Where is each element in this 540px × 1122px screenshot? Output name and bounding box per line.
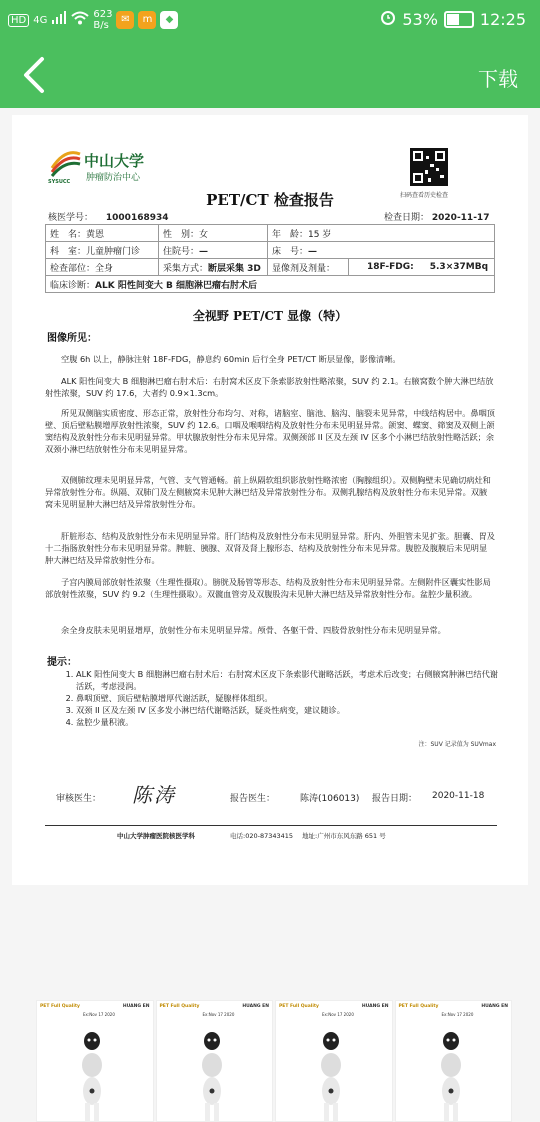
thumb-patient: HUANG EN xyxy=(122,1004,150,1009)
mode-value: 断层采集 3D xyxy=(208,263,261,274)
qr-code[interactable] xyxy=(410,148,448,186)
report-date-value: 2020-11-18 xyxy=(432,791,485,801)
qr-caption: 扫码查看历史检查 xyxy=(400,192,449,199)
finding-paragraph-6: 子宫内膜局部放射性浓聚（生理性摄取）。膀胱及肠管等形态、结构及放射性分布未见明显异常。左侧附件区囊实性影局部放射性浓聚，SUV 约 9.2（生理性摄取）。双髋血管旁及双腹股沟未见肿大淋巴结及异常放射性分布。盆腔少量积液。 xyxy=(45,577,491,599)
dept-value: 儿童肿瘤门诊 xyxy=(86,246,141,257)
pet-body-image xyxy=(77,1031,107,1121)
note-item-3: 3. 双颈 II 区及左颈 IV 区多发小淋巴结代谢略活跃，疑炎性病变，建议随诊。 xyxy=(76,704,506,716)
bed-no-value: — xyxy=(199,246,209,257)
logo-name: 中山大学 xyxy=(84,152,145,170)
note-item-1: 1. ALK 阳性间变大 B 细胞淋巴瘤右肘术后：右肘窝术区皮下条索影代谢略活跃，考虑术后改变；右侧腋窝肿淋巴结代谢活跃，考虑浸润。 xyxy=(76,668,506,692)
name-value: 黄恩 xyxy=(86,229,105,240)
dose-value: 5.3×37MBq xyxy=(429,262,489,272)
thumb-date: Ex:Nov 17 2020 xyxy=(83,1012,115,1017)
reporter-label: 报告医生： xyxy=(230,794,276,804)
dose-label: 显像剂及剂量： xyxy=(272,263,336,274)
report-document xyxy=(12,115,528,885)
thumb-quality: PET Full Quality xyxy=(40,1004,80,1009)
scan-thumbnail[interactable] xyxy=(156,1000,274,1122)
battery-icon xyxy=(444,11,474,28)
logo-sub: 肿瘤防治中心 xyxy=(86,173,141,183)
battery-percent: 53% xyxy=(402,9,438,29)
speed-unit: B/s xyxy=(93,20,109,31)
finding-paragraph-7: 余全身皮肤未见明显增厚，放射性分布未见明显异常。颅骨、各躯干骨、四肢骨放射性分布未见明显异常。 xyxy=(61,625,446,635)
sysucc-logo-icon xyxy=(48,146,82,178)
footer-address: 地址:广州市东风东路 651 号 xyxy=(302,832,386,840)
hospital-logo xyxy=(48,146,145,185)
chevron-left-icon xyxy=(18,56,52,94)
bed-label: 床 号： xyxy=(272,246,309,257)
section-title: 全视野 PET/CT 显像（特） xyxy=(192,309,348,323)
suv-remark: 注：SUV 记录值为 SUVmax xyxy=(418,741,496,748)
thumb-patient: HUANG EN xyxy=(481,1004,508,1009)
exam-date-value: 2020-11-17 xyxy=(431,213,490,223)
age-value: 15 岁 xyxy=(308,229,332,240)
speed-value: 623 xyxy=(93,9,113,20)
hd-icon: HD xyxy=(8,14,29,27)
alarm-icon xyxy=(380,9,396,29)
patient-info-table xyxy=(45,224,495,293)
thumb-quality: PET Full Quality xyxy=(398,1004,439,1009)
mail-notification-icon: ✉ xyxy=(116,11,134,29)
dose-agent: 18F-FDG: xyxy=(367,262,414,272)
part-label: 检查部位： xyxy=(50,263,96,274)
exam-id-value: 1000168934 xyxy=(105,213,169,223)
finding-paragraph-5: 肝脏形态、结构及放射性分布未见明显异常。肝门结构及放射性分布未见明显异常。肝内、外胆管未见扩张。胆囊、胃及十二指肠放射性分布未见明显异常。脾脏、胰腺、双肾及肾上腺形态、结构及放射性分布未见异常。腹腔及腹膜后未见明显肿大淋巴结及异常放射性分布。 xyxy=(45,531,495,565)
finding-paragraph-4: 双侧肺纹理未见明显异常，气管、支气管通畅。前上纵隔软组织影放射性略浓密（胸腺组织）。双侧胸壁未见确切病灶和异常放射性分布。纵隔、双肺门及左侧腋窝未见肿大淋巴结及异常放射性分布。双侧乳腺结构及放射性分布未见异常。双腋窝未见明显肿大淋巴结及异常放射性分布。 xyxy=(45,475,491,509)
thumb-patient: HUANG EN xyxy=(242,1004,269,1009)
name-label: 姓 名： xyxy=(50,229,87,240)
pet-body-image xyxy=(316,1031,346,1121)
thumb-date: Ex:Nov 17 2020 xyxy=(322,1012,354,1017)
scan-thumbnail[interactable] xyxy=(275,1000,393,1122)
app-notification-icon: m xyxy=(138,11,156,29)
logo-en: SYSUCC xyxy=(48,179,71,185)
wifi-icon xyxy=(71,11,89,29)
bed-value: — xyxy=(308,246,318,257)
signal-icon xyxy=(51,11,67,29)
footer-department: 中山大学肿瘤医院核医学科 xyxy=(117,832,195,840)
exam-date xyxy=(384,210,489,223)
footer-phone: 电话:020-87343415 xyxy=(230,832,294,840)
pet-body-image xyxy=(197,1031,227,1121)
diagnosis-label: 临床诊断： xyxy=(50,280,96,291)
scan-thumbnails xyxy=(36,1000,512,1122)
reviewer-signature: 陈涛 xyxy=(132,783,176,807)
report-title: PET/CT 检查报告 xyxy=(206,191,334,209)
scan-thumbnail[interactable] xyxy=(36,1000,154,1122)
back-button[interactable] xyxy=(18,56,52,94)
thumb-date: Ex:Nov 17 2020 xyxy=(441,1012,474,1017)
thumb-date: Ex:Nov 17 2020 xyxy=(202,1012,235,1017)
reporter-value: 陈涛(106013) xyxy=(300,794,360,804)
finding-paragraph-3: 所见双侧脑实质密度、形态正常，放射性分布均匀、对称，诸脑室、脑池、脑沟、脑裂未见异常，中线结构居中。鼻咽顶壁、顶后壁粘膜增厚放射性浓聚，SUV 约 12.6。口咽及喉咽结构及放射性分布未见明显异常。颌窦、蝶窦、筛窦及双侧上颌窦结构及放射性分布未见明显异常。甲状腺放射性分布未见异常。双侧颈部 II 区及左颈 IV 区多个小淋巴结放射性略活跃；余双颈小淋巴结放射性分布未见明显异常。 xyxy=(45,408,495,454)
mi-notification-icon: ◆ xyxy=(160,11,178,29)
thumb-patient: HUANG EN xyxy=(361,1004,389,1009)
reviewer-label: 审核医生： xyxy=(56,794,102,804)
sex-value: 女 xyxy=(199,229,209,240)
network-speed xyxy=(93,9,112,31)
diagnosis-value: ALK 阳性间变大 B 细胞淋巴瘤右肘术后 xyxy=(95,280,257,291)
report-date-label: 报告日期： xyxy=(372,794,418,804)
bed-no-label: 住院号： xyxy=(163,246,200,257)
footer-divider xyxy=(45,825,497,826)
notes-label: 提示： xyxy=(47,657,77,668)
thumb-quality: PET Full Quality xyxy=(279,1004,319,1009)
finding-paragraph-1: 空腹 6h 以上，静脉注射 18F-FDG，静息约 60min 后行全身 PET/CT 断层显像，影像清晰。 xyxy=(61,354,401,364)
note-item-4: 4. 盆腔少量积液。 xyxy=(76,716,506,728)
app-bar xyxy=(0,42,540,108)
mode-label: 采集方式： xyxy=(163,263,209,274)
finding-paragraph-2: ALK 阳性间变大 B 细胞淋巴瘤右肘术后：右肘窝术区皮下条索影放射性略浓聚，SUV 约 2.1。右腋窝数个肿大淋巴结放射性浓聚，SUV 约 17.6，大者约 0.9×1.3cm。 xyxy=(45,376,494,398)
exam-id-label: 核医学号： xyxy=(48,213,94,223)
status-bar xyxy=(0,0,540,42)
findings-label: 图像所见： xyxy=(47,333,97,344)
dept-label: 科 室： xyxy=(50,246,87,257)
exam-date-label: 检查日期： xyxy=(384,213,430,223)
clock: 12:25 xyxy=(479,9,526,29)
download-button[interactable]: 下载 xyxy=(478,67,518,91)
note-item-2: 2. 鼻咽顶壁、顶后壁粘膜增厚代谢活跃，疑腺样体组织。 xyxy=(76,692,506,704)
thumb-quality: PET Full Quality xyxy=(159,1004,200,1009)
age-label: 年 龄： xyxy=(272,229,309,240)
part-value: 全身 xyxy=(95,263,114,274)
pet-body-image xyxy=(436,1031,466,1121)
scan-thumbnail[interactable] xyxy=(395,1000,513,1122)
network-type: 4G xyxy=(33,14,48,26)
notes-list xyxy=(64,668,506,728)
sex-label: 性 别： xyxy=(163,229,200,240)
exam-id xyxy=(48,210,169,223)
